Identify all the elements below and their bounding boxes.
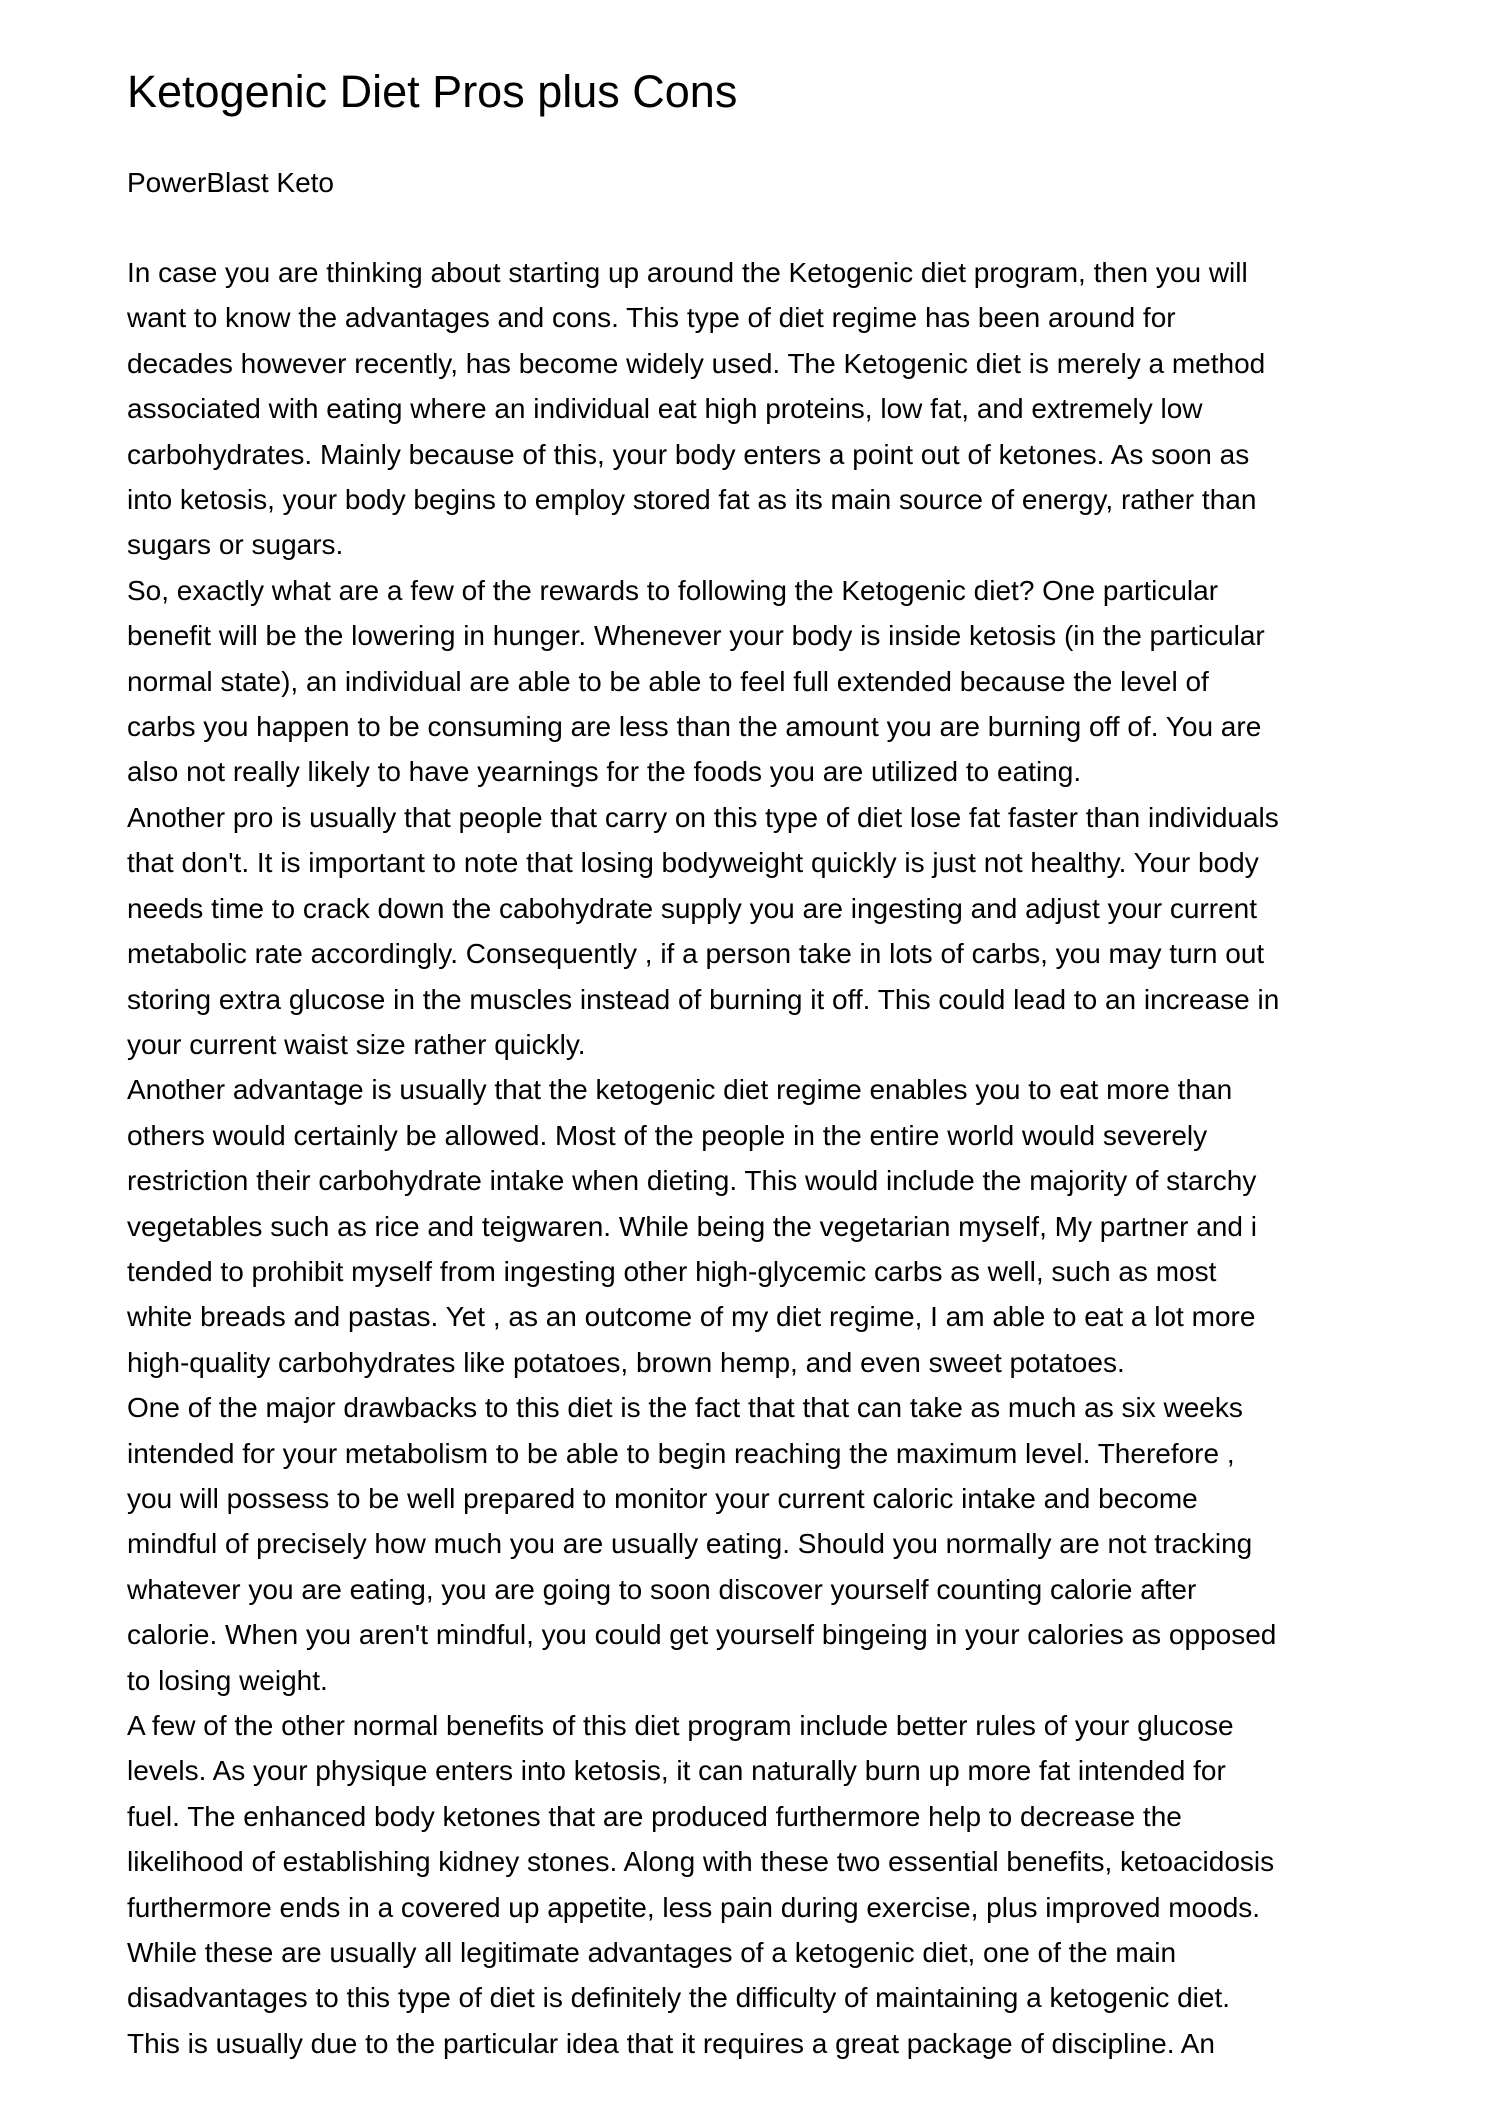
text-line: carbohydrates. Mainly because of this, your body enters a point out of ketones. As soon as <box>127 438 1250 470</box>
paragraph-another-pro <box>127 795 1279 1067</box>
text-line: benefit will be the lowering in hunger. Whenever your body is inside ketosis (in the particular <box>127 620 1265 652</box>
paragraph-other-benefits <box>127 1703 1279 2066</box>
text-line: whatever you are eating, you are going to soon discover yourself counting calorie after <box>127 1573 1197 1605</box>
text-line: vegetables such as rice and teigwaren. While being the vegetarian myself, My partner and i <box>127 1210 1257 1242</box>
text-line: that don't. It is important to note that losing bodyweight quickly is just not healthy. Your body <box>127 847 1259 879</box>
text-line: want to know the advantages and cons. This type of diet regime has been around for <box>127 302 1176 334</box>
text-line: intended for your metabolism to be able to begin reaching the maximum level. Therefore , <box>127 1437 1235 1469</box>
text-line: storing extra glucose in the muscles instead of burning it off. This could lead to an increase in <box>127 983 1280 1015</box>
text-line: you will possess to be well prepared to monitor your current caloric intake and become <box>127 1482 1198 1514</box>
text-line: high-quality carbohydrates like potatoes, brown hemp, and even sweet potatoes. <box>127 1346 1125 1378</box>
text-line: others would certainly be allowed. Most of the people in the entire world would severely <box>127 1119 1208 1151</box>
text-line: A few of the other normal benefits of this diet program include better rules of your glucose <box>127 1710 1234 1741</box>
paragraph-rewards <box>127 568 1279 795</box>
text-line: white breads and pastas. Yet , as an outcome of my diet regime, I am able to eat a lot more <box>127 1301 1256 1333</box>
text-line: Another pro is usually that people that carry on this type of diet lose fat faster than individuals <box>127 801 1279 833</box>
document-title: Ketogenic Diet Pros plus Cons <box>127 66 738 117</box>
text-line: decades however recently, has become widely used. The Ketogenic diet is merely a method <box>127 347 1266 379</box>
text-line: also not really likely to have yearnings for the foods you are utilized to eating. <box>127 756 1082 788</box>
text-line: levels. As your physique enters into ketosis, it can naturally burn up more fat intended for <box>127 1755 1226 1787</box>
text-line: disadvantages to this type of diet is definitely the difficulty of maintaining a ketogenic diet. <box>127 1982 1231 2014</box>
text-line: carbs you happen to be consuming are less than the amount you are burning off of. You are <box>127 711 1262 743</box>
text-line: While these are usually all legitimate advantages of a ketogenic diet, one of the main <box>127 1937 1177 1969</box>
text-line: tended to prohibit myself from ingesting other high-glycemic carbs as well, such as most <box>127 1255 1217 1287</box>
text-line: associated with eating where an individual eat high proteins, low fat, and extremely low <box>127 393 1203 425</box>
text-line: Another advantage is usually that the ketogenic diet regime enables you to eat more than <box>127 1074 1233 1106</box>
paragraph-intro <box>127 250 1279 568</box>
text-line: metabolic rate accordingly. Consequently , if a person take in lots of carbs, you may turn out <box>127 938 1265 970</box>
text-line: likelihood of establishing kidney stones. Along with these two essential benefits, ketoacidosis <box>127 1846 1275 1878</box>
text-line: In case you are thinking about starting up around the Ketogenic diet program, then you will <box>127 257 1248 288</box>
text-line: One of the major drawbacks to this diet is the fact that that can take as much as six weeks <box>127 1392 1243 1424</box>
text-line: This is usually due to the particular idea that it requires a great package of discipline. An <box>127 2027 1215 2059</box>
text-line: your current waist size rather quickly. <box>127 1028 586 1060</box>
text-line: normal state), an individual are able to be able to feel full extended because the level of <box>127 665 1209 697</box>
text-line: restriction their carbohydrate intake when dieting. This would include the majority of starchy <box>127 1165 1257 1197</box>
text-line: sugars or sugars. <box>127 529 344 561</box>
paragraph-drawbacks <box>127 1385 1279 1703</box>
text-line: So, exactly what are a few of the rewards to following the Ketogenic diet? One particular <box>127 574 1219 606</box>
document-body <box>127 250 1279 2066</box>
text-line: needs time to crack down the cabohydrate supply you are ingesting and adjust your current <box>127 892 1257 924</box>
text-line: into ketosis, your body begins to employ stored fat as its main source of energy, rather than <box>127 484 1257 516</box>
paragraph-another-advantage <box>127 1067 1279 1385</box>
text-line: furthermore ends in a covered up appetite, less pain during exercise, plus improved moods. <box>127 1891 1261 1923</box>
text-line: to losing weight. <box>127 1664 328 1696</box>
text-line: fuel. The enhanced body ketones that are produced furthermore help to decrease the <box>127 1800 1182 1832</box>
text-line: calorie. When you aren't mindful, you could get yourself bingeing in your calories as opposed <box>127 1619 1277 1651</box>
text-line: mindful of precisely how much you are usually eating. Should you normally are not tracking <box>127 1528 1253 1560</box>
document-subtitle: PowerBlast Keto <box>127 167 334 198</box>
